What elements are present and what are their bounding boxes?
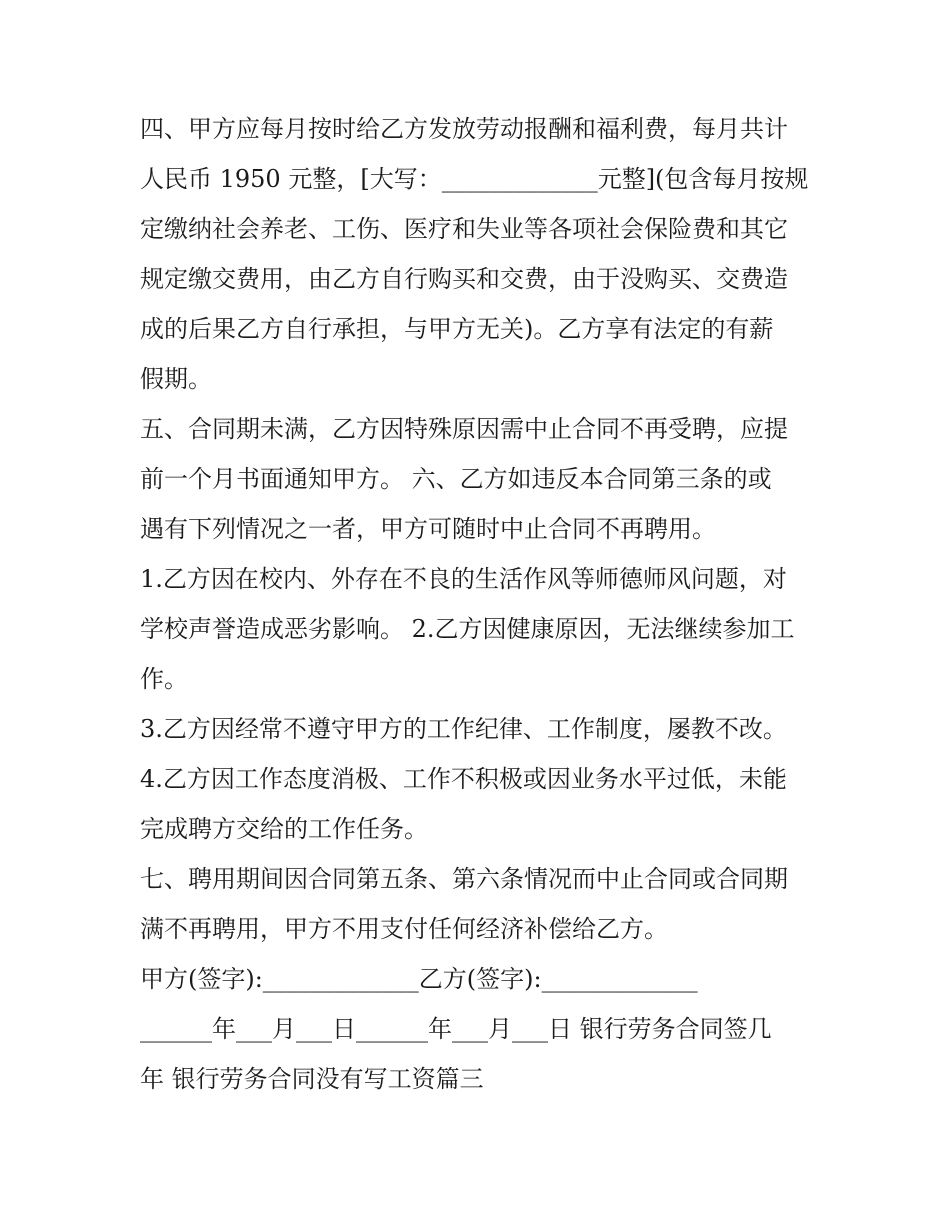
text-line: 成的后果乙方自行承担，与甲方无关)。乙方享有法定的有薪 — [140, 315, 774, 343]
document-page — [140, 104, 820, 1104]
date-line — [140, 1004, 820, 1104]
paragraph-item-3 — [140, 704, 820, 754]
text-line: 假期。 — [140, 365, 212, 393]
text-line: 定缴纳社会养老、工伤、医疗和失业等各项社会保险费和其它 — [140, 215, 788, 243]
text-line: 七、聘用期间因合同第五条、第六条情况而中止合同或合同期 — [140, 865, 788, 893]
text-line: 满不再聘用，甲方不用支付任何经济补偿给乙方。 — [140, 915, 668, 943]
text-line: 四、甲方应每月按时给乙方发放劳动报酬和福利费，每月共计 — [140, 115, 788, 143]
paragraph-clause-4 — [140, 104, 820, 404]
text-line: 4.乙方因工作态度消极、工作不积极或因业务水平过低，未能 — [140, 765, 787, 793]
text-line: 学校声誉造成恶劣影响。 2.乙方因健康原因，无法继续参加工 — [140, 615, 795, 643]
text-line: 作。 — [140, 665, 188, 693]
paragraph-item-1-2 — [140, 554, 820, 704]
paragraph-clause-5-6 — [140, 404, 820, 554]
signature-line — [140, 954, 820, 1004]
text-line: 五、合同期未满，乙方因特殊原因需中止合同不再受聘，应提 — [140, 415, 788, 443]
text-line: ______年___月___日______年___月___日 银行劳务合同签几 — [140, 1015, 772, 1043]
text-line: 1.乙方因在校内、外存在不良的生活作风等师德师风问题，对 — [140, 565, 787, 593]
text-line: 人民币 1950 元整，[大写：_____________元整](包含每月按规 — [140, 165, 809, 193]
text-line: 3.乙方因经常不遵守甲方的工作纪律、工作制度，屡教不改。 — [140, 715, 787, 743]
text-line: 甲方(签字):_____________乙方(签字):_____________ — [140, 965, 698, 993]
paragraph-item-4 — [140, 754, 820, 854]
text-line: 遇有下列情况之一者，甲方可随时中止合同不再聘用。 — [140, 515, 716, 543]
text-line: 年 银行劳务合同没有写工资篇三 — [140, 1065, 484, 1093]
text-line: 前一个月书面通知甲方。 六、乙方如违反本合同第三条的或 — [140, 465, 772, 493]
paragraph-clause-7 — [140, 854, 820, 954]
text-line: 完成聘方交给的工作任务。 — [140, 815, 428, 843]
text-line: 规定缴交费用，由乙方自行购买和交费，由于没购买、交费造 — [140, 265, 788, 293]
